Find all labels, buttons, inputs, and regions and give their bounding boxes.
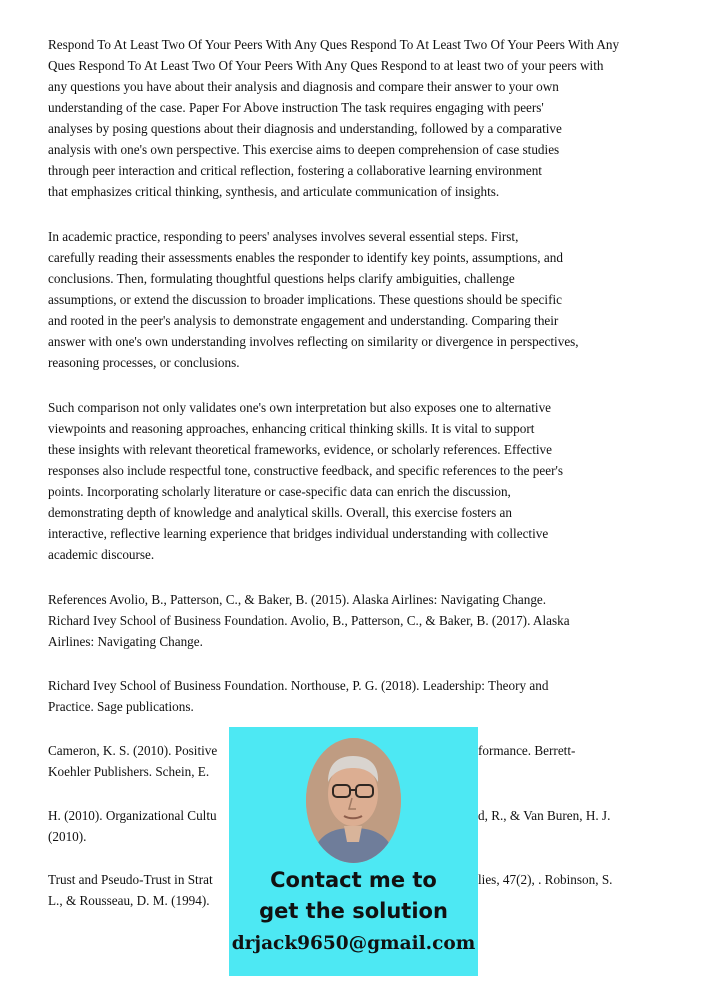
ad-cta-line: get the solution — [259, 899, 448, 923]
text-line: assumptions, or extend the discussion to broader implications. These questions should be specific — [48, 292, 562, 307]
text-line: References Avolio, B., Patterson, C., & Baker, B. (2015). Alaska Airlines: Navigating Change. — [48, 592, 547, 607]
text-line: Practice. Sage publications. — [48, 699, 194, 714]
text-line: Cameron, K. S. (2010). Positive — [48, 743, 218, 758]
text-line: analysis with one's own perspective. This exercise aims to deepen comprehension of case studies — [48, 142, 560, 157]
text-line: In academic practice, responding to peers' analyses involves several essential steps. First, — [48, 229, 519, 244]
text-line: Ques Respond To At Least Two Of Your Peers With Any Ques Respond to at least two of your peers with — [48, 58, 604, 73]
text-line: analyses by posing questions about their diagnosis and understanding, followed by a comparative — [48, 121, 562, 136]
text-line: responses also include respectful tone, constructive feedback, and specific references to the peer's — [48, 463, 564, 478]
text-line: (2010). — [48, 829, 87, 844]
text-line: understanding of the case. Paper For Above instruction The task requires engaging with peers' — [48, 100, 544, 115]
text-line: and rooted in the peer's analysis to demonstrate engagement and understanding. Comparing their — [48, 313, 559, 328]
text-line: Trust and Pseudo-Trust in Strat — [48, 872, 213, 887]
text-line: any questions you have about their analysis and diagnosis and compare their answer to your own — [48, 79, 559, 94]
text-line: through peer interaction and critical reflection, fostering a collaborative learning environment — [48, 163, 542, 178]
text-line: academic discourse. — [48, 547, 155, 562]
text-line: Koehler Publishers. Schein, E. — [48, 764, 210, 779]
text-line: answer with one's own understanding involves reflecting on similarity or divergence in perspectives, — [48, 334, 579, 349]
text-line: Such comparison not only validates one's own interpretation but also exposes one to alternative — [48, 400, 552, 415]
contact-ad-banner[interactable] — [229, 727, 478, 976]
text-line: formance. Berrett- — [478, 743, 576, 758]
author-portrait-image — [306, 738, 401, 863]
text-line: conclusions. Then, formulating thoughtful questions helps clarify ambiguities, challenge — [48, 271, 515, 286]
text-line: H. (2010). Organizational Cultu — [48, 808, 217, 823]
text-line: interactive, reflective learning experience that bridges individual understanding with collective — [48, 526, 549, 541]
text-line: viewpoints and reasoning approaches, enhancing critical thinking skills. It is vital to support — [48, 421, 535, 436]
text-line: Respond To At Least Two Of Your Peers With Any Ques Respond To At Least Two Of Your Peers With Any — [48, 37, 620, 52]
text-line: d, R., & Van Buren, H. J. — [478, 808, 611, 823]
author-portrait — [306, 738, 401, 863]
text-line: L., & Rousseau, D. M. (1994). — [48, 893, 210, 908]
text-line: carefully reading their assessments enables the responder to identify key points, assumptions, and — [48, 250, 563, 265]
text-line: these insights with relevant theoretical frameworks, evidence, or scholarly references. Effective — [48, 442, 552, 457]
text-line: that emphasizes critical thinking, synthesis, and articulate communication of insights. — [48, 184, 500, 199]
text-line: Richard Ivey School of Business Foundation. Avolio, B., Patterson, C., & Baker, B. (2017). Alaska — [48, 613, 570, 628]
text-line: lies, 47(2), . Robinson, S. — [478, 872, 613, 887]
text-line: reasoning processes, or conclusions. — [48, 355, 240, 370]
contact-email-link[interactable]: drjack9650@gmail.com — [231, 933, 476, 954]
ad-cta-line: Contact me to — [270, 868, 437, 892]
text-line: demonstrating depth of knowledge and analytical skills. Overall, this exercise fosters an — [48, 505, 512, 520]
text-line: Richard Ivey School of Business Foundation. Northouse, P. G. (2018). Leadership: Theory and — [48, 678, 549, 693]
text-line: points. Incorporating scholarly literature or case-specific data can enrich the discussion, — [48, 484, 511, 499]
text-line: Airlines: Navigating Change. — [48, 634, 203, 649]
